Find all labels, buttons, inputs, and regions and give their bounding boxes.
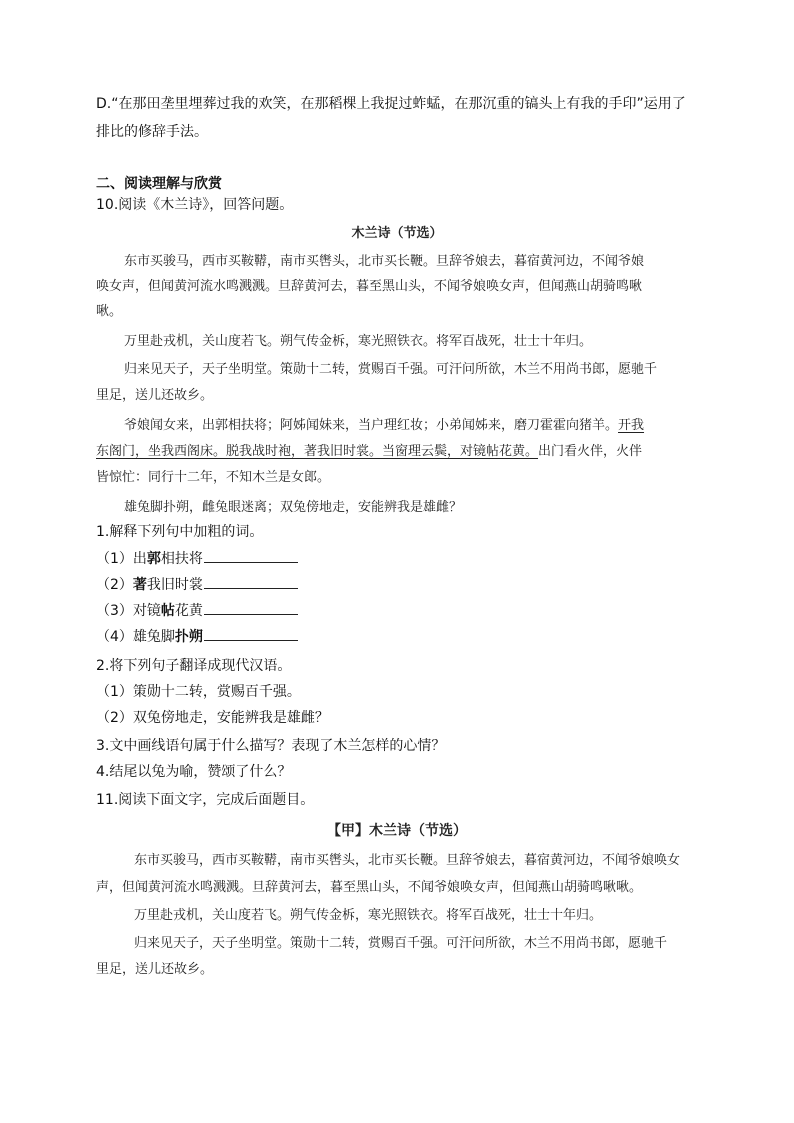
item-text: （4）雄兔脚 bbox=[96, 629, 175, 645]
vocab-item bbox=[96, 548, 298, 569]
poem-line: 声，但闻黄河流水鸣溅溅。旦辞黄河去，暮至黑山头，不闻爷娘唤女声，但闻燕山胡骑鸣啾啾。 bbox=[96, 880, 643, 895]
answer-blank[interactable] bbox=[204, 574, 298, 589]
option-d-line-2: 排比的修辞手法。 bbox=[96, 124, 208, 140]
sub-question-3: 3.文中画线语句属于什么描写？表现了木兰怎样的心情？ bbox=[96, 738, 446, 754]
bold-word: 帖 bbox=[160, 603, 175, 619]
poem-line bbox=[96, 440, 642, 459]
poem-line bbox=[124, 414, 644, 433]
q11-title: 【甲】木兰诗（节选） bbox=[327, 823, 467, 839]
poem-line: 归来见天子，天子坐明堂。策勋十二转，赏赐百千强。可汗问所欲，木兰不用尚书郎，愿驰千 bbox=[134, 936, 668, 951]
item-text: 花黄 bbox=[174, 603, 203, 619]
answer-blank[interactable] bbox=[204, 626, 298, 641]
translate-item: （1）策勋十二转，赏赐百千强。 bbox=[96, 684, 301, 700]
poem-line: 万里赴戎机，关山度若飞。朔气传金柝，寒光照铁衣。将军百战死，壮士十年归。 bbox=[124, 334, 593, 349]
sub-question-1: 1.解释下列句中加粗的词。 bbox=[96, 524, 264, 540]
poem-line: 唤女声，但闻黄河流水鸣溅溅。旦辞黄河去，暮至黑山头，不闻爷娘唤女声，但闻燕山胡骑鸣啾 bbox=[96, 279, 643, 294]
poem-line: 东市买骏马，西市买鞍鞯，南市买辔头，北市买长鞭。旦辞爷娘去，暮宿黄河边，不闻爷娘 bbox=[124, 254, 645, 269]
section-heading: 二、阅读理解与欣赏 bbox=[96, 176, 222, 192]
item-text: 相扶将 bbox=[160, 551, 203, 567]
item-text: （1）出 bbox=[96, 551, 147, 567]
bold-word: 著 bbox=[132, 577, 147, 593]
item-text: （2） bbox=[96, 577, 133, 593]
vocab-item bbox=[96, 600, 298, 621]
answer-blank[interactable] bbox=[204, 600, 298, 615]
poem-title: 木兰诗（节选） bbox=[351, 226, 443, 241]
poem-line: 雄兔脚扑朔，雌兔眼迷离；双兔傍地走，安能辨我是雄雌？ bbox=[124, 500, 463, 515]
translate-item: （2）双兔傍地走，安能辨我是雄雌？ bbox=[96, 710, 329, 726]
poem-line: 归来见天子，天子坐明堂。策勋十二转，赏赐百千强。可汗问所欲，木兰不用尚书郎，愿驰千 bbox=[124, 362, 658, 377]
poem-line: 皆惊忙：同行十二年，不知木兰是女郎。 bbox=[96, 470, 331, 485]
answer-blank[interactable] bbox=[204, 548, 298, 563]
poem-line: 东市买骏马，西市买鞍鞯，南市买辔头，北市买长鞭。旦辞爷娘去，暮宿黄河边，不闻爷娘唤女 bbox=[134, 853, 681, 868]
vocab-item bbox=[96, 574, 298, 595]
sub-question-4: 4.结尾以兔为喻，赞颂了什么？ bbox=[96, 764, 292, 780]
underlined-text: 开我 bbox=[618, 418, 645, 433]
underlined-text: 东阁门，坐我西阁床。脱我战时袍，著我旧时裳。当窗理云鬓，对镜帖花黄。 bbox=[96, 444, 539, 459]
poem-line: 里足，送儿还故乡。 bbox=[96, 962, 214, 977]
poem-line: 万里赴戎机，关山度若飞。朔气传金柝，寒光照铁衣。将军百战死，壮士十年归。 bbox=[134, 908, 603, 923]
bold-word: 郭 bbox=[146, 551, 161, 567]
bold-word: 扑朔 bbox=[174, 629, 203, 645]
q11-prompt: 11.阅读下面文字，完成后面题目。 bbox=[96, 792, 315, 808]
poem-text: 爷娘闻女来，出郭相扶将；阿姊闻妹来，当户理红妆；小弟闻姊来，磨刀霍霍向猪羊。 bbox=[124, 418, 619, 433]
sub-question-2: 2.将下列句子翻译成现代汉语。 bbox=[96, 658, 292, 674]
q10-prompt: 10.阅读《木兰诗》，回答问题。 bbox=[96, 197, 294, 213]
item-text: （3）对镜 bbox=[96, 603, 161, 619]
vocab-item bbox=[96, 626, 298, 647]
option-d-line-1: D.“在那田垄里埋葬过我的欢笑，在那稻棵上我捉过蚱蜢，在那沉重的镐头上有我的手印”运用了 bbox=[96, 96, 686, 112]
poem-text: 出门看火伴，火伴 bbox=[538, 444, 643, 459]
poem-line: 啾。 bbox=[96, 304, 123, 319]
item-text: 我旧时裳 bbox=[146, 577, 203, 593]
poem-line: 里足，送儿还故乡。 bbox=[96, 388, 214, 403]
